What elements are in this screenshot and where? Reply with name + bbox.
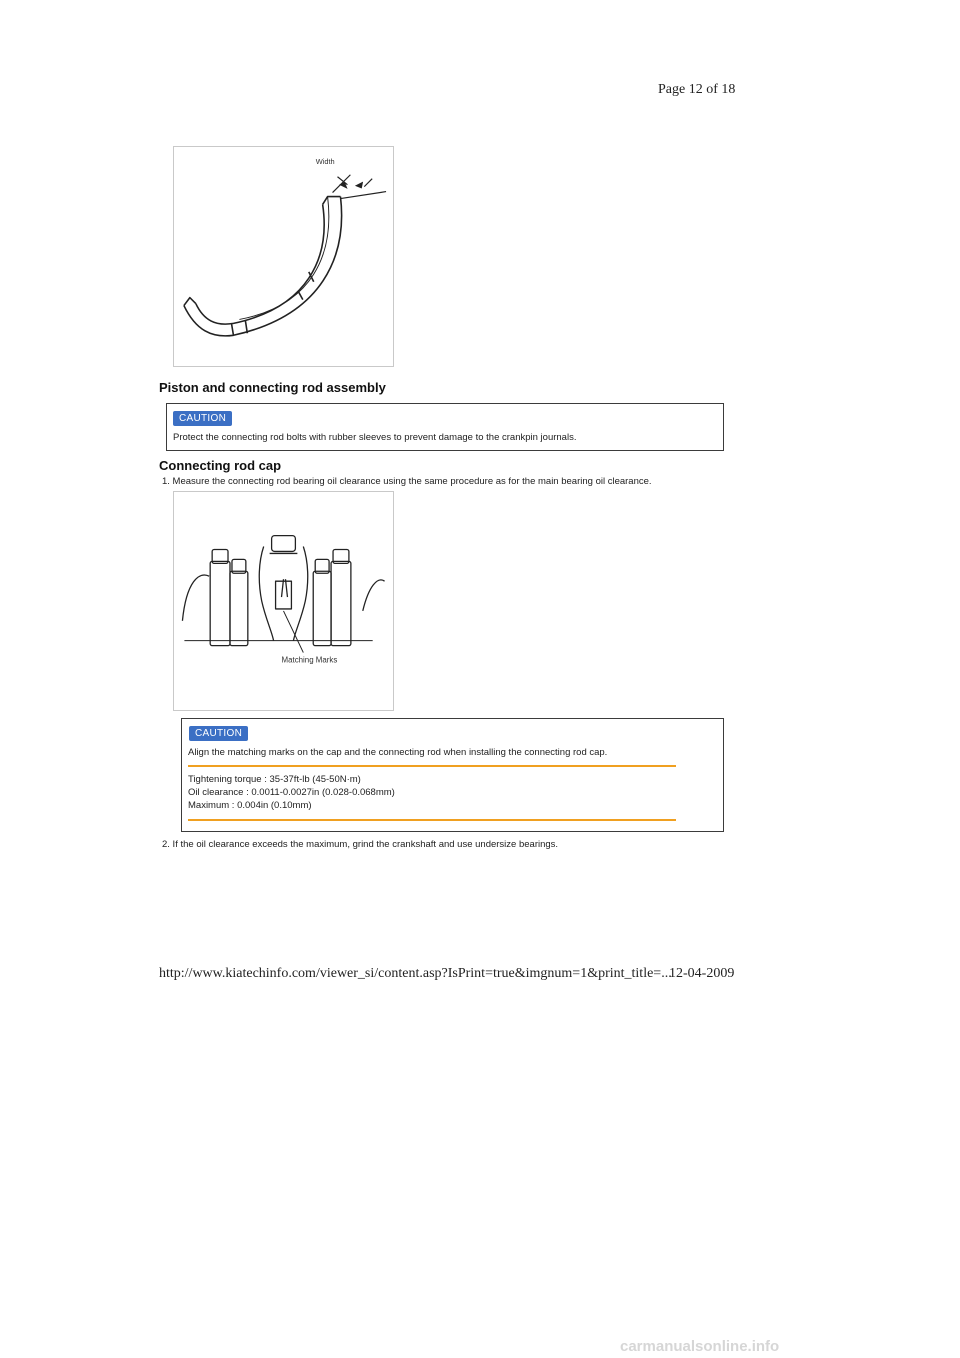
step-2: 2. If the oil clearance exceeds the maximum, grind the crankshaft and use undersize bearings. — [162, 839, 559, 850]
matching-marks-figure — [173, 491, 394, 711]
watermark: carmanualsonline.info — [620, 1338, 780, 1355]
caution-badge: CAUTION — [189, 726, 248, 741]
step-1: 1. Measure the connecting rod bearing oil clearance using the same procedure as for the main bearing oil clearance. — [162, 476, 652, 487]
bearing-shell-drawing — [174, 147, 393, 366]
caution-text: Align the matching marks on the cap and the connecting rod when installing the connecting rod cap. — [188, 747, 608, 758]
section-heading-cap: Connecting rod cap — [159, 458, 282, 473]
spec-divider-bottom — [188, 819, 676, 821]
section-heading-piston: Piston and connecting rod assembly — [159, 380, 386, 395]
rod-cap-drawing — [174, 492, 393, 710]
page-number: Page 12 of 18 — [658, 82, 736, 97]
matching-marks-label: Matching Marks — [281, 655, 338, 665]
bearing-width-figure — [173, 146, 394, 367]
spec-maximum: Maximum : 0.004in (0.10mm) — [188, 800, 312, 811]
width-label: Width — [315, 156, 335, 166]
footer-date: 12-04-2009 — [669, 966, 735, 981]
caution-box-matching-marks — [181, 718, 724, 832]
spec-oil-clearance: Oil clearance : 0.0011-0.0027in (0.028-0.068mm) — [188, 787, 395, 798]
spec-tightening-torque: Tightening torque : 35-37ft-lb (45-50N·m) — [188, 774, 361, 785]
caution-box-bolts — [166, 403, 724, 451]
caution-badge: CAUTION — [173, 411, 232, 426]
spec-divider-top — [188, 765, 676, 767]
footer-url: http://www.kiatechinfo.com/viewer_si/content.asp?IsPrint=true&imgnum=1&print_title=... — [159, 966, 672, 981]
caution-text: Protect the connecting rod bolts with rubber sleeves to prevent damage to the crankpin journals. — [173, 432, 577, 443]
